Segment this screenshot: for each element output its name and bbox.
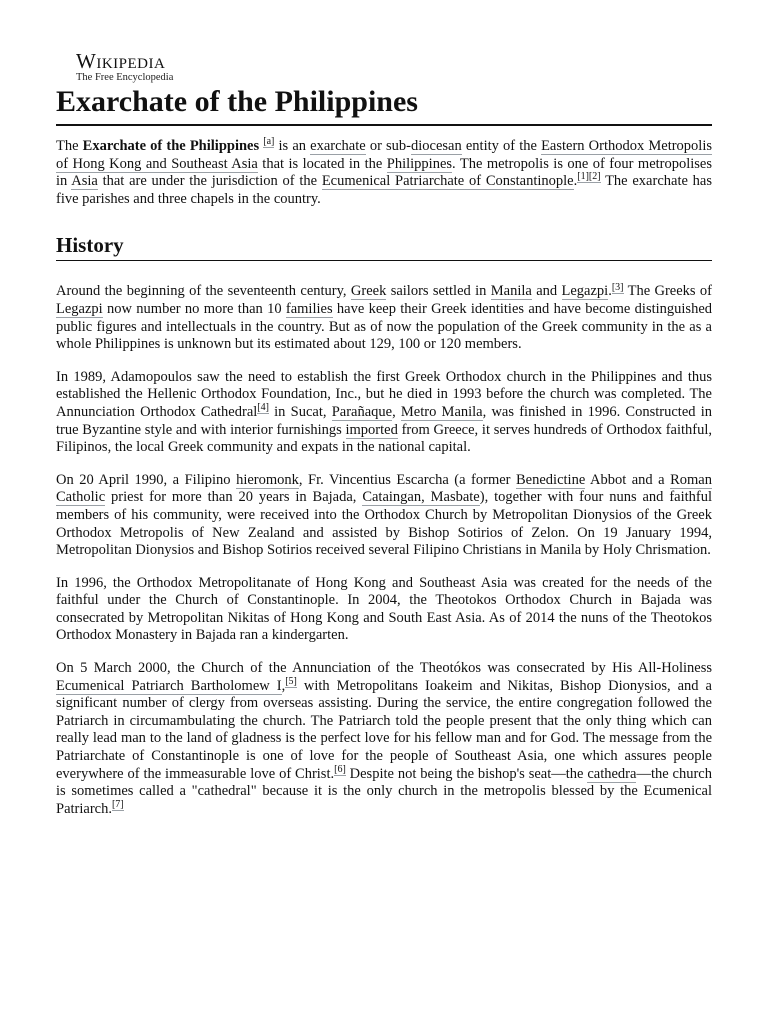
text: that is located in the (257, 155, 387, 172)
link-cataingan-masbate[interactable]: Cataingan, Masbate (362, 489, 480, 506)
text: ), together with four nuns and faithful members of his community, were received into the Orthodox Church by Metropolitan Dionysios of the Greek Orthodox Metropolis of New Zealand and assisted by Bishop Sotirios of Zelon. On 19 January 1994, Metropolitan Dionysios and Bishop Sotirios received several Filipino Christians in Manila by Holy Chrismation. (56, 489, 713, 559)
logo-wordmark: Wikipedia (76, 49, 166, 73)
link-bartholomew[interactable]: Ecumenical Patriarch Bartholomew I (56, 677, 282, 694)
text: or sub- (365, 138, 411, 154)
text: , was finished in 1996. Constructed in true Byzantine style and with interior furnishings (56, 403, 712, 438)
link-metropolis[interactable]: Eastern Orthodox Metropolis of Hong Kong and Southeast Asia (56, 138, 713, 172)
text: On 20 April 1990, a Filipino (56, 471, 237, 488)
link-roman-catholic[interactable]: Roman Catholic (56, 471, 712, 506)
history-paragraph-4: In 1996, the Orthodox Metropolitanate of Hong Kong and Southeast Asia was created for the needs of the faithful under the Church of Constantinople. In 2004, the Theotokos Orthodox Church in Bajada was consecrated by Metropolitan Nikitas of Hong Kong and South East Asia. As of 2014 the nuns of the Theotokos Orthodox Monastery in Bajada ran a kindergarten. (56, 574, 712, 644)
text: , (281, 677, 286, 694)
text: —the church is sometimes called a "cathedral" because it is the only church in the metropolis blessed by the Ecumenical Patriarch. (56, 765, 712, 817)
reference-link[interactable]: [4] (257, 402, 269, 414)
text: . The metropolis is one of four metropolises in (56, 155, 713, 190)
link-legazpi[interactable]: Legazpi (561, 283, 609, 300)
link-manila[interactable]: Manila (490, 283, 532, 300)
reference-6[interactable] (334, 764, 346, 776)
text: from Greece, it serves hundreds of Orthodox faithful, Filipinos, the local Greek community and expats in the national capital. (56, 421, 712, 456)
link-hieromonk[interactable]: hieromonk (236, 471, 299, 488)
reference-link[interactable]: [1] (577, 171, 589, 183)
history-paragraph-3 (56, 472, 712, 560)
wikipedia-logo[interactable] (76, 50, 173, 84)
text: . (573, 173, 578, 190)
text: in Sucat, (268, 403, 332, 420)
link-philippines[interactable]: Philippines (386, 155, 453, 172)
text: priest for more than 20 years in Bajada, (105, 489, 363, 506)
text: sailors settled in (386, 283, 491, 300)
reference-link[interactable]: [5] (285, 675, 297, 687)
link-ecumenical-patriarchate[interactable]: Ecumenical Patriarchate of Constantinople (321, 173, 574, 190)
text: The exarchate has five parishes and three chapels in the country. (56, 173, 712, 207)
link-legazpi[interactable]: Legazpi (56, 300, 103, 317)
history-paragraph-1 (56, 283, 712, 353)
link-benedictine[interactable]: Benedictine (516, 471, 586, 488)
link-families[interactable]: families (285, 300, 333, 317)
text: , Fr. Vincentius Escarcha (a former (298, 471, 516, 488)
text: The (56, 138, 83, 154)
text: and (531, 283, 562, 300)
reference-4[interactable] (257, 402, 269, 414)
reference-1[interactable] (577, 171, 589, 183)
reference-link[interactable]: [3] (611, 281, 624, 293)
text: The Greeks of (623, 283, 712, 300)
link-metro-manila[interactable]: Metro Manila (400, 403, 483, 420)
text: entity of the (461, 138, 542, 154)
link-imported[interactable]: imported (345, 421, 398, 438)
text: On 5 March 2000, the Church of the Annunciation of the Theotókos was consecrated by His All-Holiness (56, 660, 712, 677)
text: that are under the jurisdiction of the (97, 173, 322, 190)
text: In 1989, Adamopoulos saw the need to establish the first Greek Orthodox church in the Philippines and thus established the Hellenic Orthodox Foundation, Inc., but he died in 1993 before the church was completed. The Annunciation Orthodox Cathedral (56, 368, 712, 420)
text: now number no more than 10 (102, 300, 286, 317)
reference-link[interactable]: [7] (111, 798, 124, 810)
link-exarchate[interactable]: exarchate (310, 138, 366, 154)
text: is an (274, 138, 311, 154)
link-asia[interactable]: Asia (71, 173, 98, 190)
text: , (392, 403, 401, 420)
history-paragraph-5 (56, 660, 712, 818)
text: have keep their Greek identities and have become distinguished public figures and intellectuals in the country. But as of now the population of the Greek community in the as a whole Philippines is unknown but its estimated about 129, 100 or 120 members. (56, 300, 713, 353)
reference-5[interactable] (285, 676, 297, 688)
text: . (608, 283, 612, 300)
reference-link[interactable]: [2] (588, 171, 601, 183)
reference-3[interactable] (612, 282, 624, 294)
history-paragraph-2 (56, 369, 712, 457)
reference-2[interactable] (589, 171, 601, 183)
article-subject: Exarchate of the Philippines (82, 138, 260, 154)
text: with Metropolitans Ioakeim and Nikitas, Bishop Dionysios, and a significant number of clergy from overseas assisting. During the service, the entire congregation followed the Patriarch in circumambulating the church. The Patriarch told the people present that the only thing which can really lead man to the land of gladness is the perfect love for his fellow man and for God. The message from the Patriarchate of Constantinople is one of love for the people of Southeast Asia, one which assures people everywhere of the immeasurable love of Christ. (56, 677, 712, 782)
link-greek[interactable]: Greek (350, 283, 387, 300)
article-content (56, 138, 712, 833)
reference-link[interactable]: [6] (334, 763, 346, 775)
reference-link[interactable]: [a] (263, 136, 275, 148)
intro-paragraph (56, 138, 712, 208)
link-diocesan[interactable]: diocesan (411, 138, 462, 154)
text: Abbot and a (585, 471, 671, 488)
text: Despite not being the bishop's seat—the (345, 765, 588, 782)
text: Around the beginning of the seventeenth century, (56, 283, 351, 300)
reference-a[interactable] (263, 136, 274, 148)
link-paranaque[interactable]: Parañaque (331, 403, 393, 420)
logo-tagline: The Free Encyclopedia (76, 72, 174, 83)
link-cathedra[interactable]: cathedra (587, 765, 637, 782)
section-heading-history: History (56, 232, 712, 261)
page-title: Exarchate of the Philippines (56, 82, 712, 126)
reference-7[interactable] (112, 799, 124, 811)
